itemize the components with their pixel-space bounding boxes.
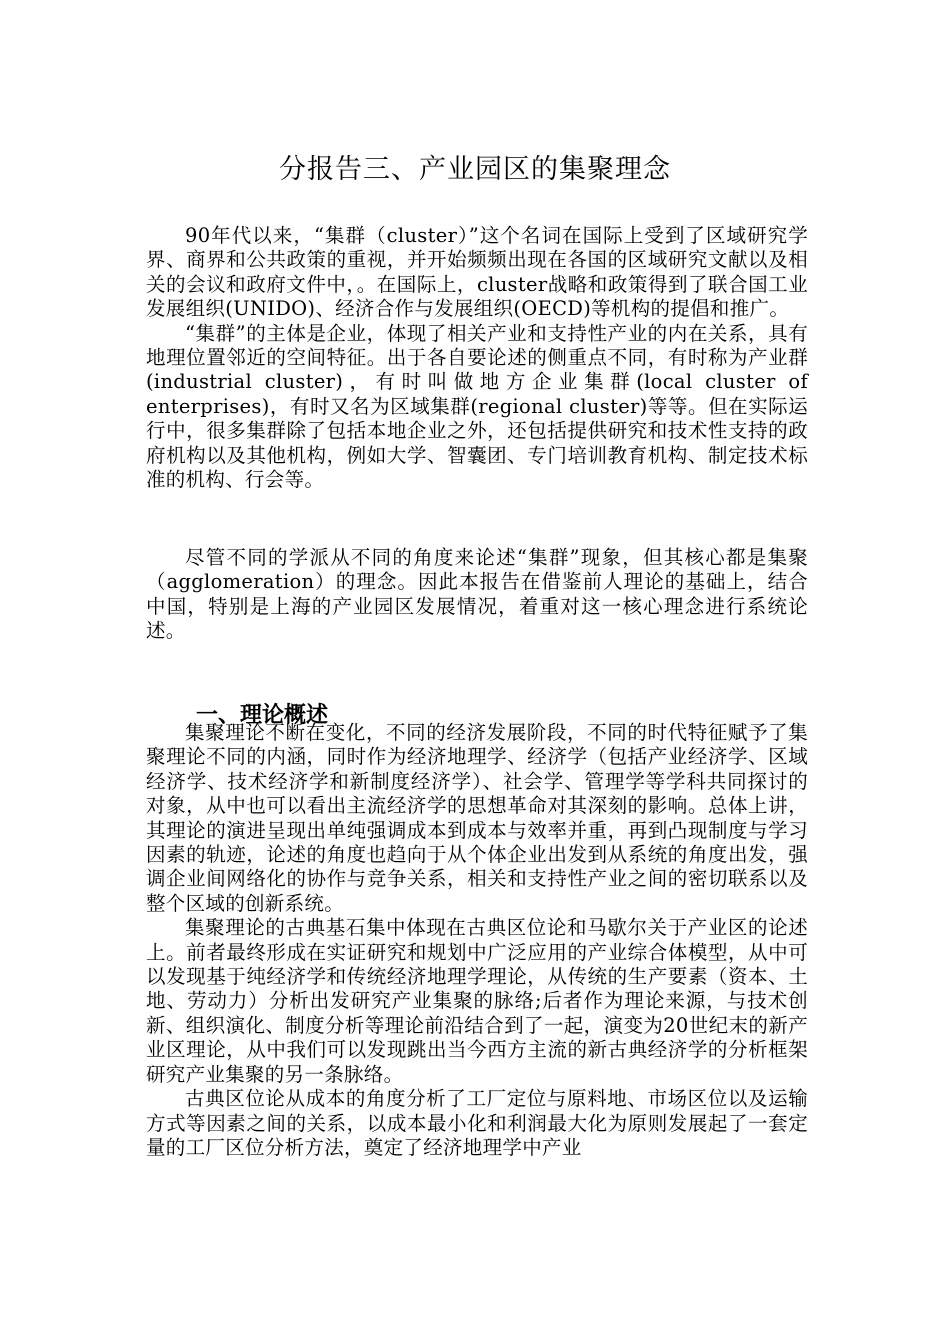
section-heading-theory-overview: 一、理论概述 bbox=[196, 703, 329, 729]
intro-paragraph-2: “集群”的主体是企业，体现了相关产业和支持性产业的内在关系，具有地理位置邻近的空间特征。出于各自要论述的侧重点不同，有时称为产业群 (industrial cluster)，有时叫做地方企业集群(local cluster of enterprises)，有时又名为区域集群(regional cluster)等等。但在实际运行中，很多集群除了包括本地企业之外，还包括提供研究和技术性支持的政府机构以及其他机构，例如大学、智囊团、专门培训教育机构、制定技术标准的机构、行会等。 bbox=[146, 321, 808, 492]
core-concept-paragraph: 尽管不同的学派从不同的角度来论述“集群”现象，但其核心都是集聚（agglomeration）的理念。因此本报告在借鉴前人理论的基础上，结合中国，特别是上海的产业园区发展情况，着重对这一核心理念进行系统论述。 bbox=[146, 546, 808, 643]
document-title: 分报告三、产业园区的集聚理念 bbox=[279, 154, 671, 186]
intro-paragraph-1: 90年代以来，“集群（cluster）”这个名词在国际上受到了区域研究学界、商界和公共政策的重视，并开始频频出现在各国的区域研究文献以及相关的会议和政府文件中，。在国际上，cluster战略和政策得到了联合国工业发展组织(UNIDO)、经济合作与发展组织(OECD)等机构的提倡和推广。 bbox=[146, 224, 808, 321]
theory-paragraph-2: 集聚理论的古典基石集中体现在古典区位论和马歇尔关于产业区的论述上。前者最终形成在实证研究和规划中广泛应用的产业综合体模型，从中可以发现基于纯经济学和传统经济地理学理论，从传统的生产要素（资本、土地、劳动力）分析出发研究产业集聚的脉络;后者作为理论来源，与技术创新、组织演化、制度分析等理论前沿结合到了一起，演变为20世纪末的新产业区理论，从中我们可以发现跳出当今西方主流的新古典经济学的分析框架研究产业集聚的另一条脉络。 bbox=[146, 916, 808, 1086]
intro-section bbox=[146, 224, 808, 492]
theory-paragraph-1: 集聚理论不断在变化，不同的经济发展阶段，不同的时代特征赋予了集聚理论不同的内涵，同时作为经济地理学、经济学（包括产业经济学、区域经济学、技术经济学和新制度经济学）、社会学、管理学等学科共同探讨的对象，从中也可以看出主流经济学的思想革命对其深刻的影响。总体上讲，其理论的演进呈现出单纯强调成本到成本与效率并重，再到凸现制度与学习因素的轨迹，论述的角度也趋向于从个体企业出发到从系统的角度出发，强调企业间网络化的协作与竞争关系，相关和支持性产业之间的密切联系以及整个区域的创新系统。 bbox=[146, 721, 808, 915]
core-concept-section bbox=[146, 546, 808, 644]
theory-overview-section bbox=[146, 721, 808, 1160]
theory-paragraph-3: 古典区位论从成本的角度分析了工厂定位与原料地、市场区位以及运输方式等因素之间的关系，以成本最小化和利润最大化为原则发展起了一套定量的工厂区位分析方法，奠定了经济地理学中产业 bbox=[146, 1087, 808, 1159]
